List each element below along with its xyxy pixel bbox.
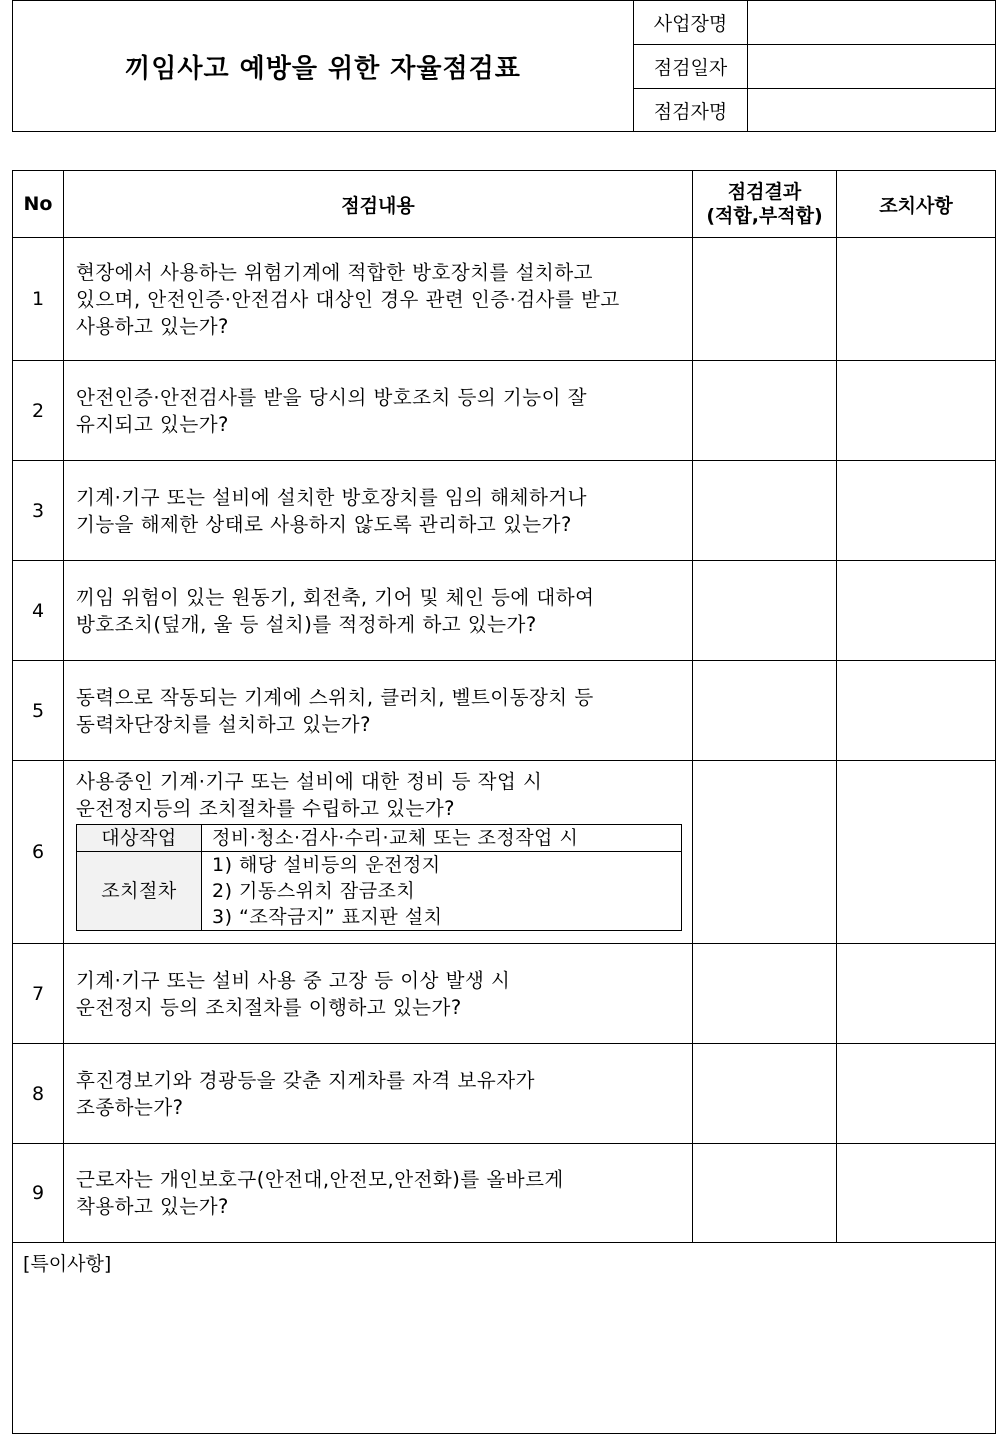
content-line: 사용하고 있는가?	[76, 314, 229, 338]
page-title: 끼임사고 예방을 위한 자율점검표	[13, 1, 634, 132]
content-line: 기계·기구 또는 설비에 설치한 방호장치를 임의 해체하거나	[76, 485, 587, 509]
special-notes-area[interactable]	[13, 1243, 996, 1434]
content-line: 방호조치(덮개, 울 등 설치)를 적정하게 하고 있는가?	[76, 612, 537, 636]
row-content	[64, 1144, 693, 1243]
row-content	[64, 944, 693, 1044]
procedure-items	[202, 851, 682, 930]
content-line: 동력으로 작동되는 기계에 스위치, 클러치, 벨트이동장치 등	[76, 685, 594, 709]
action-cell[interactable]	[837, 1044, 996, 1144]
action-cell[interactable]	[837, 561, 996, 661]
content-line: 동력차단장치를 설치하고 있는가?	[76, 712, 371, 736]
result-cell[interactable]	[693, 238, 837, 361]
header-table	[12, 0, 996, 132]
target-work-label: 대상작업	[77, 824, 202, 851]
result-cell[interactable]	[693, 461, 837, 561]
procedure-item: 1) 해당 설비등의 운전정지	[212, 853, 441, 876]
content-line: 유지되고 있는가?	[76, 412, 229, 436]
row-content	[64, 1044, 693, 1144]
table-row	[13, 1044, 996, 1144]
procedure-item: 2) 기동스위치 잠금조치	[212, 879, 416, 902]
table-row	[13, 561, 996, 661]
content-line: 사용중인 기계·기구 또는 설비에 대한 정비 등 작업 시	[76, 769, 543, 793]
result-cell[interactable]	[693, 1044, 837, 1144]
row-content	[64, 461, 693, 561]
inspector-name-label: 점검자명	[634, 89, 748, 132]
result-cell[interactable]	[693, 361, 837, 461]
row-number: 7	[13, 944, 64, 1044]
content-line: 끼임 위험이 있는 원동기, 회전축, 기어 및 체인 등에 대하여	[76, 585, 595, 609]
content-line: 운전정지 등의 조치절차를 이행하고 있는가?	[76, 995, 462, 1019]
result-cell[interactable]	[693, 561, 837, 661]
special-notes-label: [특이사항]	[23, 1253, 112, 1275]
col-header-result-line1: 점검결과	[727, 181, 802, 203]
result-cell[interactable]	[693, 761, 837, 944]
row-number: 5	[13, 661, 64, 761]
col-header-result	[693, 171, 837, 238]
business-name-label: 사업장명	[634, 1, 748, 45]
content-line: 근로자는 개인보호구(안전대,안전모,안전화)를 올바르게	[76, 1168, 564, 1191]
table-row	[13, 238, 996, 361]
row-number: 3	[13, 461, 64, 561]
result-cell[interactable]	[693, 944, 837, 1044]
col-header-content: 점검내용	[64, 171, 693, 238]
target-work-value: 정비·청소·검사·수리·교체 또는 조정작업 시	[202, 824, 682, 851]
checklist-table	[12, 170, 996, 1434]
table-row	[13, 661, 996, 761]
content-line: 착용하고 있는가?	[76, 1195, 229, 1218]
inspector-name-field[interactable]	[748, 89, 996, 132]
procedure-subtable	[76, 824, 682, 931]
table-row	[13, 761, 996, 944]
inspection-date-label: 점검일자	[634, 45, 748, 89]
table-row	[13, 461, 996, 561]
procedure-label: 조치절차	[77, 851, 202, 930]
action-cell[interactable]	[837, 361, 996, 461]
content-line: 조종하는가?	[76, 1095, 184, 1119]
result-cell[interactable]	[693, 661, 837, 761]
row-content	[64, 561, 693, 661]
row-number: 6	[13, 761, 64, 944]
table-row	[13, 361, 996, 461]
row-number: 2	[13, 361, 64, 461]
action-cell[interactable]	[837, 461, 996, 561]
content-line: 기능을 해제한 상태로 사용하지 않도록 관리하고 있는가?	[76, 512, 572, 536]
procedure-item: 3) “조작금지” 표지판 설치	[212, 905, 443, 928]
row-number: 8	[13, 1044, 64, 1144]
col-header-action: 조치사항	[837, 171, 996, 238]
content-line: 후진경보기와 경광등을 갖춘 지게차를 자격 보유자가	[76, 1068, 535, 1092]
action-cell[interactable]	[837, 1144, 996, 1243]
content-line: 있으며, 안전인증·안전검사 대상인 경우 관련 인증·검사를 받고	[76, 287, 620, 311]
content-line: 안전인증·안전검사를 받을 당시의 방호조치 등의 기능이 잘	[76, 385, 587, 409]
table-row	[13, 1144, 996, 1243]
action-cell[interactable]	[837, 761, 996, 944]
row-number: 9	[13, 1144, 64, 1243]
row-content	[64, 761, 693, 944]
result-cell[interactable]	[693, 1144, 837, 1243]
col-header-result-line2: (적합,부적합)	[706, 205, 823, 227]
content-line: 현장에서 사용하는 위험기계에 적합한 방호장치를 설치하고	[76, 260, 593, 284]
inspection-date-field[interactable]	[748, 45, 996, 89]
action-cell[interactable]	[837, 944, 996, 1044]
col-header-no: No	[13, 171, 64, 238]
content-line: 운전정지등의 조치절차를 수립하고 있는가?	[76, 796, 456, 820]
content-line: 기계·기구 또는 설비 사용 중 고장 등 이상 발생 시	[76, 968, 511, 992]
action-cell[interactable]	[837, 238, 996, 361]
row-content	[64, 238, 693, 361]
row-number: 1	[13, 238, 64, 361]
row-number: 4	[13, 561, 64, 661]
action-cell[interactable]	[837, 661, 996, 761]
row-content	[64, 661, 693, 761]
table-row	[13, 944, 996, 1044]
business-name-field[interactable]	[748, 1, 996, 45]
row-content	[64, 361, 693, 461]
